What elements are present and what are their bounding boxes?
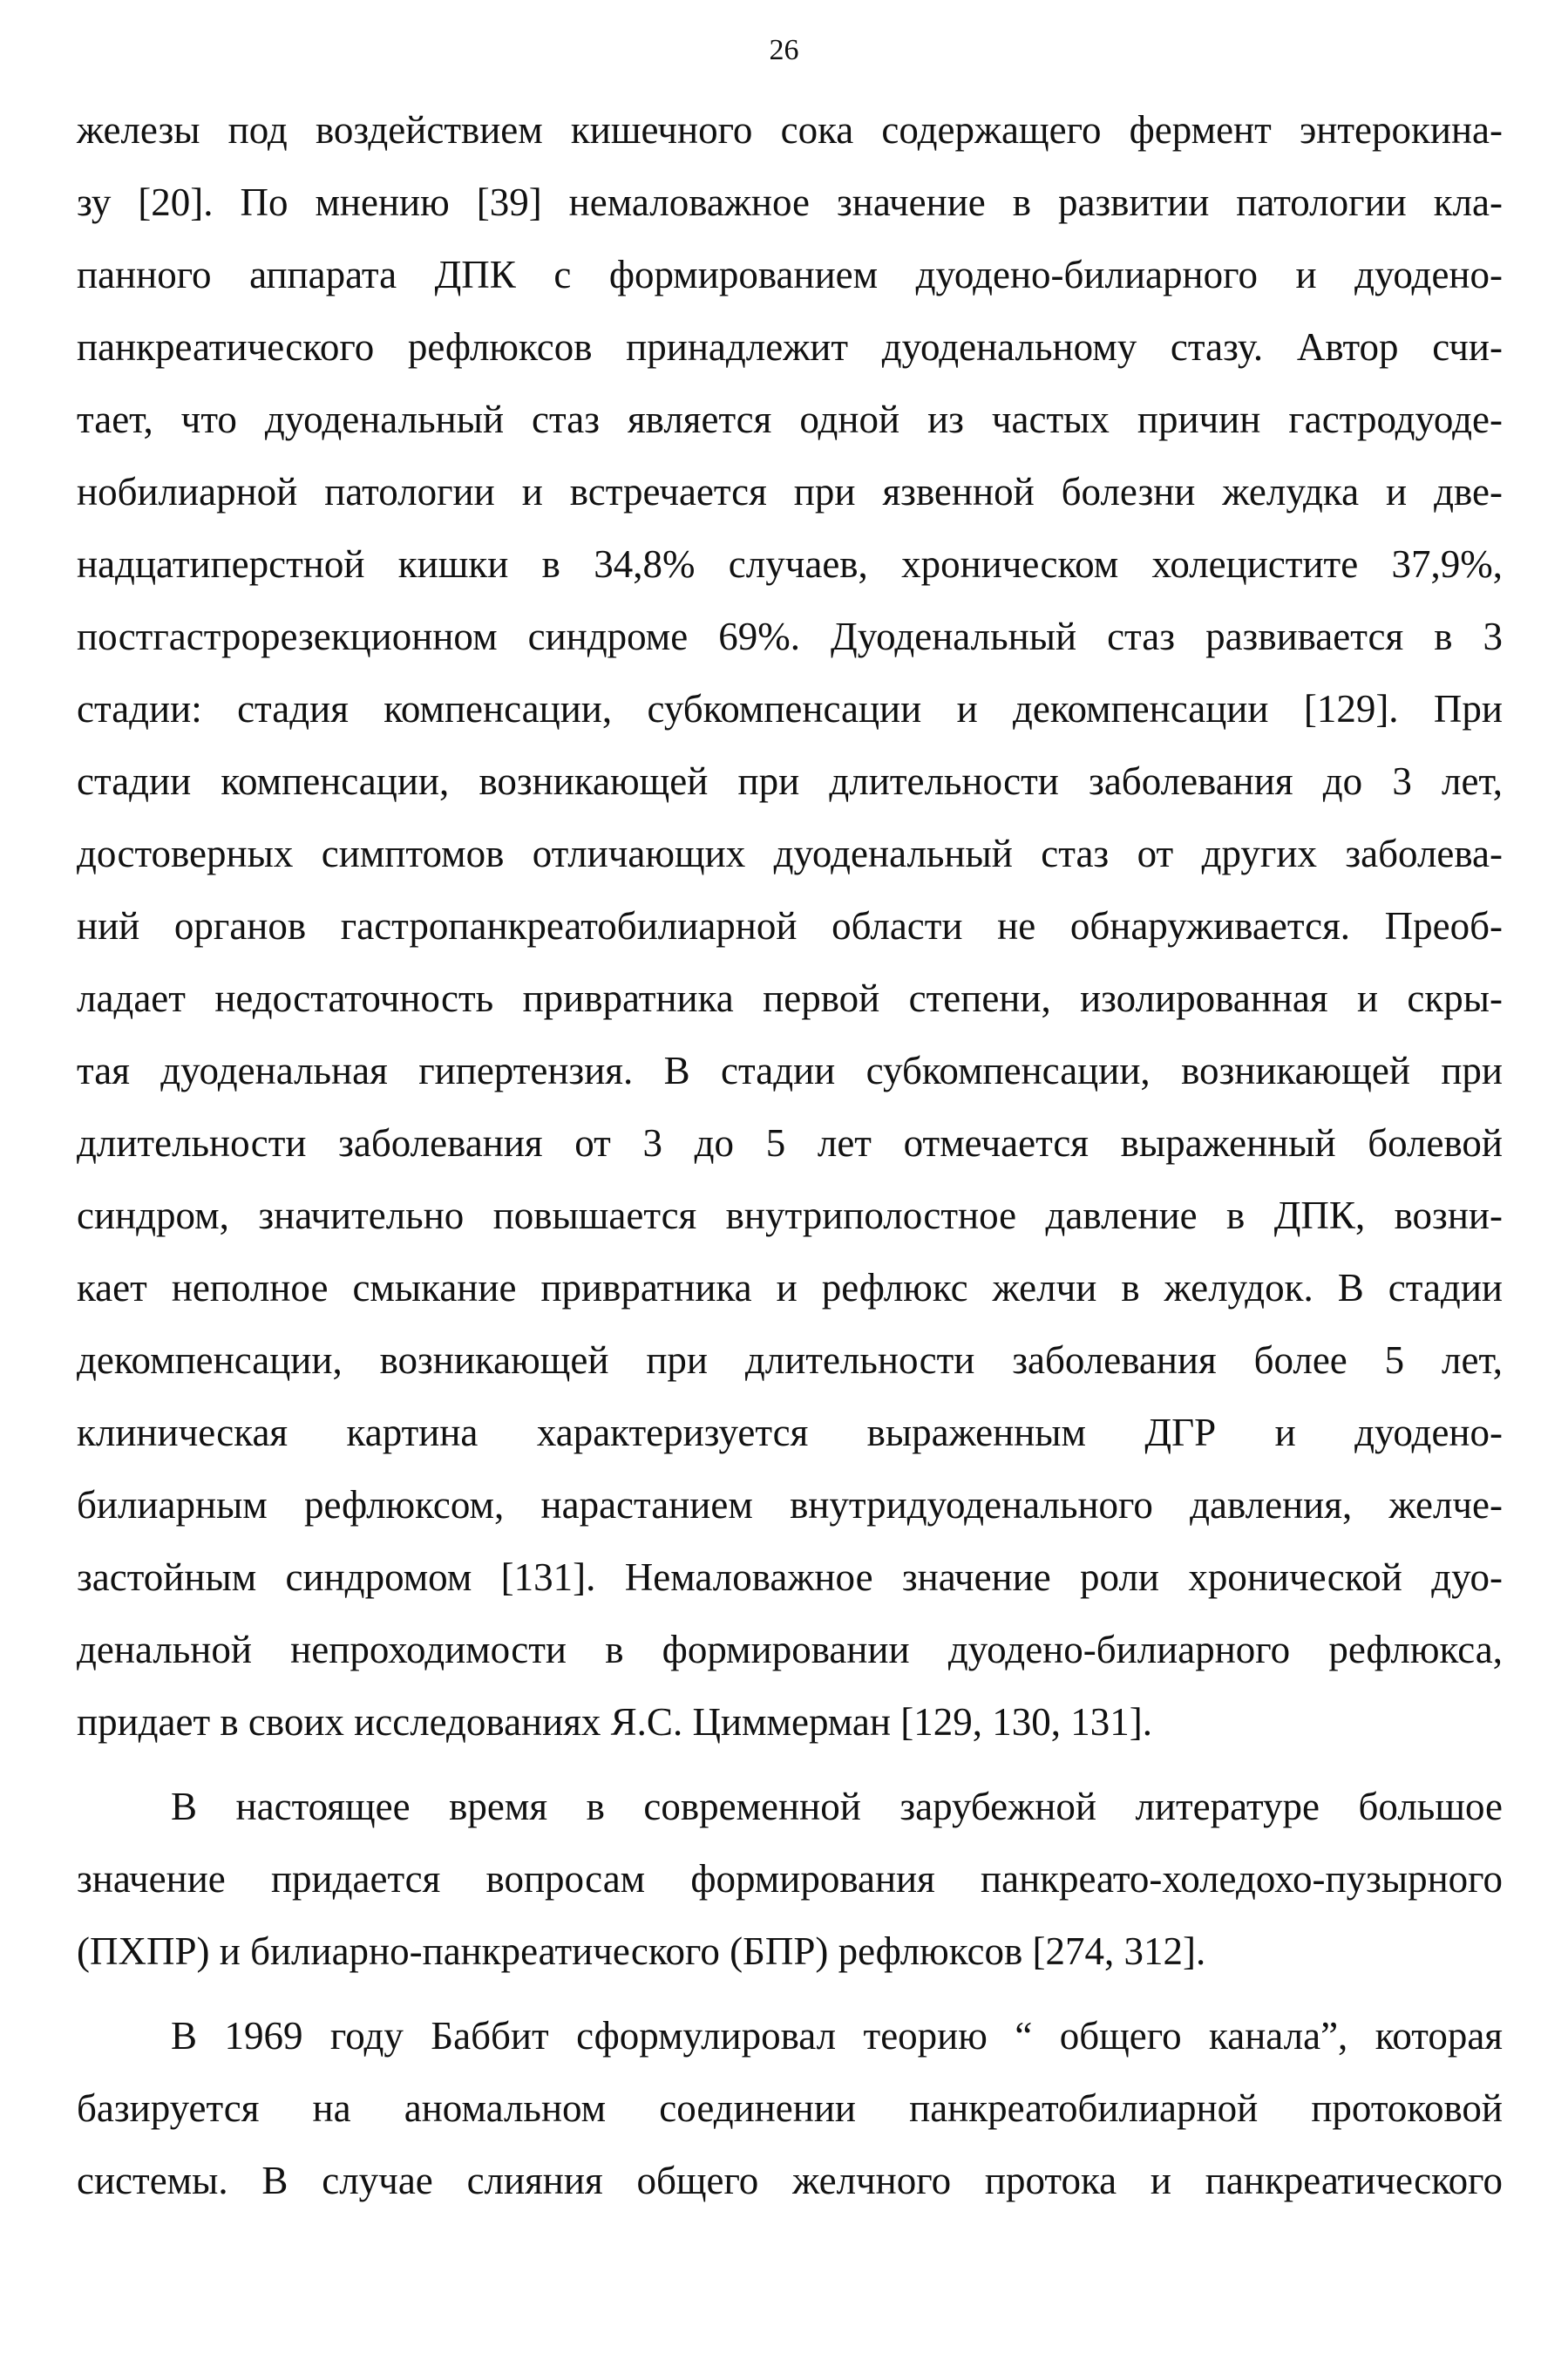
text-line: синдром, значительно повышается внутриполостное давление в ДПК, возни- — [77, 1194, 1503, 1237]
text-line: панного аппарата ДПК с формированием дуодено-билиарного и дуодено- — [77, 253, 1503, 296]
text-line: стадии: стадия компенсации, субкомпенсации и декомпенсации [129]. При — [77, 687, 1503, 731]
text-line: достоверных симптомов отличающих дуоденальный стаз от других заболева- — [77, 832, 1503, 875]
text-line: клиническая картина характеризуется выраженным ДГР и дуодено- — [77, 1411, 1503, 1454]
paragraph — [77, 2000, 1503, 2217]
text-line: системы. В случае слияния общего желчного протока и панкреатического — [77, 2159, 1503, 2202]
text-line: стадии компенсации, возникающей при длительности заболевания до 3 лет, — [77, 759, 1503, 803]
text-line: зу [20]. По мнению [39] немаловажное значение в развитии патологии кла- — [77, 180, 1503, 224]
text-line: декомпенсации, возникающей при длительности заболевания более 5 лет, — [77, 1338, 1503, 1382]
text-line: (ПХПР) и билиарно-панкреатического (БПР) рефлюксов [274, 312]. — [77, 1929, 1206, 1973]
text-line: денальной непроходимости в формировании дуодено-билиарного рефлюкса, — [77, 1628, 1503, 1671]
text-line: постгастрорезекционном синдроме 69%. Дуоденальный стаз развивается в 3 — [77, 615, 1503, 658]
text-line: тает, что дуоденальный стаз является одной из частых причин гастродуоде- — [77, 398, 1503, 441]
paragraph-gap — [77, 1759, 1503, 1771]
text-line: придает в своих исследованиях Я.С. Циммерман [129, 130, 131]. — [77, 1700, 1152, 1744]
page-number: 26 — [769, 34, 799, 66]
text-line: тая дуоденальная гипертензия. В стадии субкомпенсации, возникающей при — [77, 1049, 1503, 1092]
text-line: ладает недостаточность привратника первой степени, изолированная и скры- — [77, 976, 1503, 1020]
text-line: длительности заболевания от 3 до 5 лет отмечается выраженный болевой — [77, 1121, 1503, 1165]
text-line: нобилиарной патологии и встречается при язвенной болезни желудка и две- — [77, 470, 1503, 514]
text-line: В 1969 году Баббит сформулировал теорию “ общего канала”, которая — [171, 2014, 1503, 2058]
text-line: застойным синдромом [131]. Немаловажное значение роли хронической дуо- — [77, 1555, 1503, 1599]
text-line: надцатиперстной кишки в 34,8% случаев, хроническом холецистите 37,9%, — [77, 542, 1503, 586]
paragraph — [77, 94, 1503, 1759]
text-line: панкреатического рефлюксов принадлежит дуоденальному стазу. Автор счи- — [77, 325, 1503, 369]
text-line: железы под воздействием кишечного сока содержащего фермент энтерокина- — [77, 108, 1503, 152]
text-line: билиарным рефлюксом, нарастанием внутридуоденального давления, желче- — [77, 1483, 1503, 1527]
text-line: В настоящее время в современной зарубежной литературе большое — [171, 1785, 1503, 1828]
paragraph-gap — [77, 1988, 1503, 2000]
paragraph — [77, 1771, 1503, 1988]
body-text — [77, 94, 1503, 2217]
text-line: значение придается вопросам формирования панкреато-холедохо-пузырного — [77, 1857, 1503, 1901]
text-line: кает неполное смыкание привратника и рефлюкс желчи в желудок. В стадии — [77, 1266, 1503, 1310]
text-line: базируется на аномальном соединении панкреатобилиарной протоковой — [77, 2086, 1503, 2130]
text-line: ний органов гастропанкреатобилиарной области не обнаруживается. Преоб- — [77, 904, 1503, 948]
